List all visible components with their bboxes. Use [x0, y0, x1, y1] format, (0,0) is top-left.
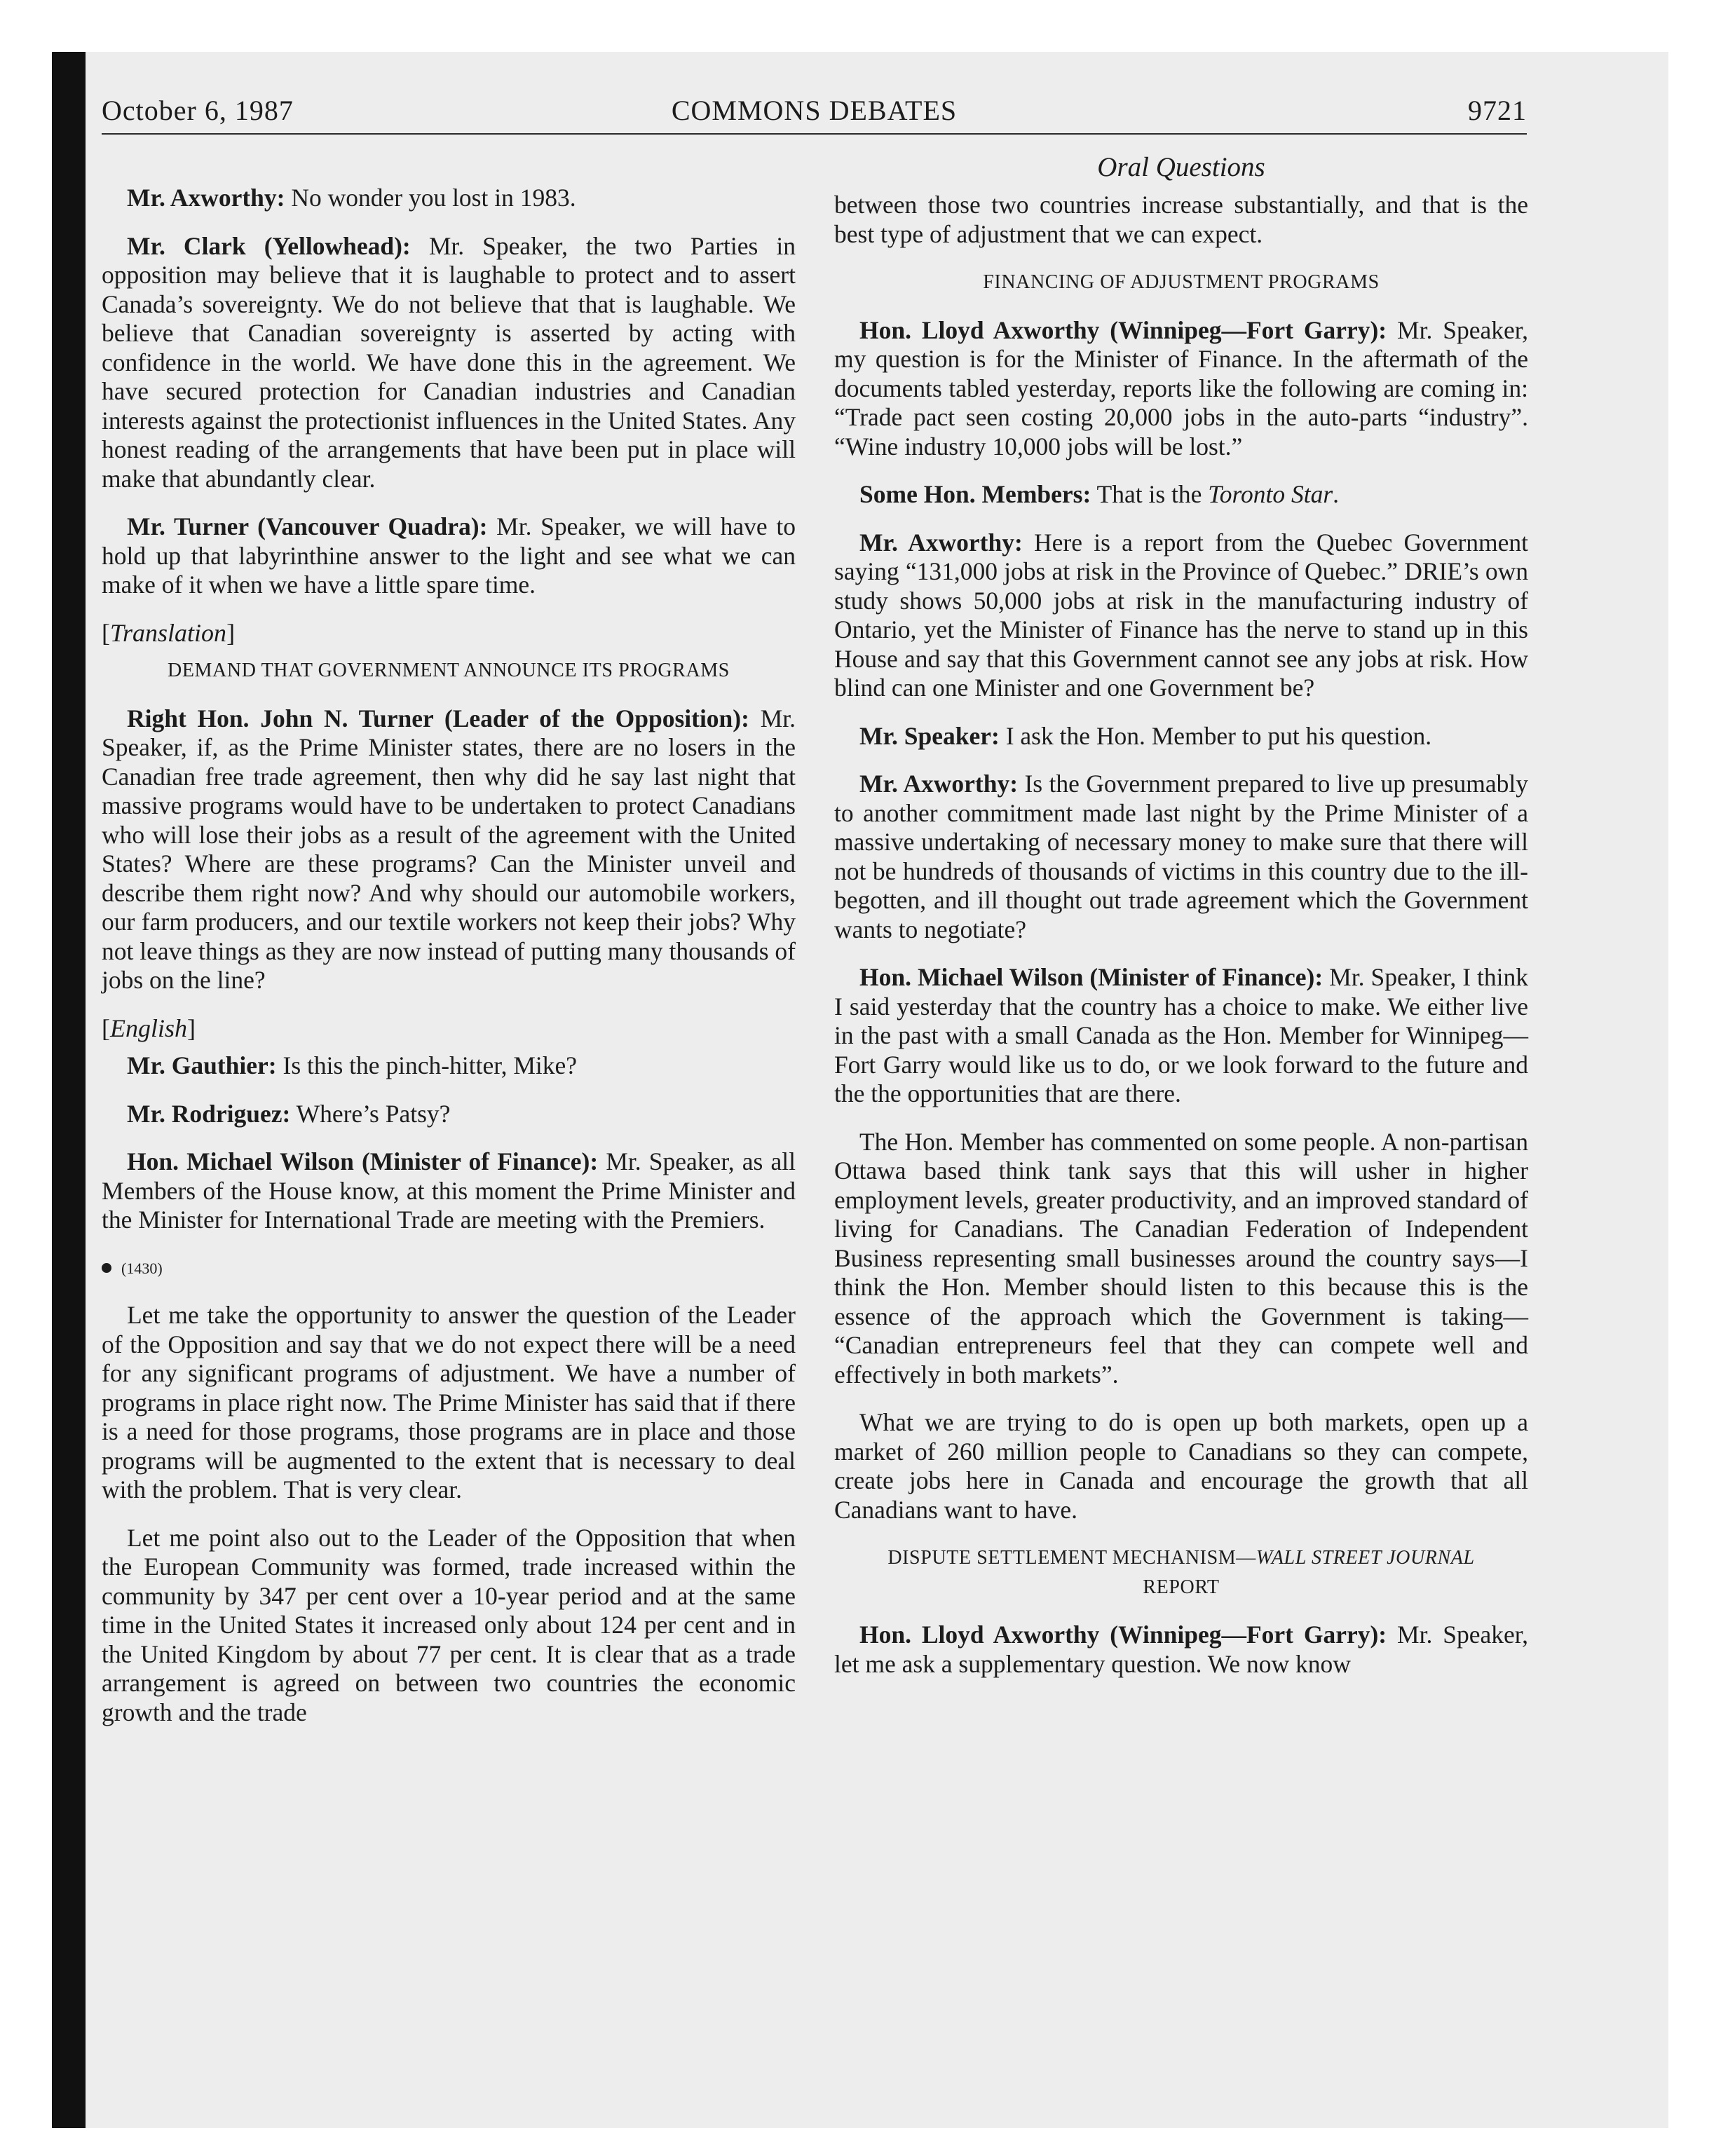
- speaker-name: Hon. Michael Wilson (Minister of Finance):: [859, 963, 1324, 991]
- paragraph: [102, 232, 796, 494]
- paragraph: [834, 1621, 1528, 1679]
- speech-text: Mr. Speaker, we will have to hold up that labyrinthine answer to the light and see what we can make of it when we have a little spare time.: [102, 512, 796, 599]
- running-head: Oral Questions: [1097, 152, 1265, 182]
- speaker-name: Mr. Rodriguez:: [127, 1099, 291, 1128]
- paragraph: [102, 184, 796, 213]
- speech-text: Is this the pinch-hitter, Mike?: [276, 1051, 578, 1079]
- paragraph: [834, 722, 1528, 751]
- speech-text: Is the Government prepared to live up presumably to another commitment made last night by the Prime Minister of a massive undertaking of necessary money to make sure that there will not be hundreds of thousands of victims in this country due to the ill-begotten, and ill thought out trade agreement which the Government wants to negotiate?: [834, 770, 1528, 943]
- header-journal-title: COMMONS DEBATES: [671, 95, 958, 126]
- speaker-name: Mr. Clark (Yellowhead):: [127, 231, 411, 260]
- time-marker: [102, 1254, 796, 1283]
- bullet-icon: [102, 1263, 111, 1273]
- speech-text: Mr. Speaker, my question is for the Minister of Finance. In the aftermath of the documents tabled yesterday, reports like the following are coming in: “Trade pact seen costing 20,000 jobs in the auto-parts “industry”. “Wine industry 10,000 jobs will be lost.”: [834, 315, 1528, 460]
- section-heading: [834, 1543, 1528, 1602]
- page-header: [102, 94, 1527, 135]
- paragraph: [834, 528, 1528, 703]
- scan-edge-shadow: [52, 52, 86, 2128]
- speech-text: Mr. Speaker, I think I said yesterday that the country has a choice to make. We either live in the past with a small Canada as the Hon. Member for Winnipeg—Fort Garry would like us to do, or we look forward to the future and the the opportunities that are there.: [834, 963, 1529, 1107]
- speech-text: Mr. Speaker, if, as the Prime Minister states, there are no losers in the Canadian free trade agreement, then why did he say last night that massive programs would have to be undertaken to protect Canadians who will lose their jobs as a result of the agreement with the United States? Where are these programs? Can the Minister unveil and describe them right now? And why should our automobile workers, our farm producers, and our textile workers not keep their jobs? Why not leave things as they are now instead of putting many thousands of jobs on the line?: [102, 704, 796, 994]
- paragraph: The Hon. Member has commented on some people. A non-partisan Ottawa based think tank says that this will usher in higher employment levels, greater productivity, and an improved standard of living for Canadians. The Canadian Federation of Independent Business representing small businesses around the country says—I think the Hon. Member should listen to this because this is the essence of the approach which the Government is taking— “Canadian entrepreneurs feel that they can compete well and effectively in both markets”.: [834, 1127, 1528, 1389]
- speaker-name: Right Hon. John N. Turner (Leader of the Opposition):: [127, 704, 749, 732]
- heading-newspaper: WALL STREET JOURNAL: [1256, 1547, 1475, 1569]
- speaker-name: Mr. Speaker:: [859, 721, 1000, 750]
- speech-text: Here is a report from the Quebec Government saying “131,000 jobs at risk in the Province of Quebec.” DRIE’s own study shows 50,000 jobs at risk in the manufacturing industry of Ontario, yet the Minister of Finance has the nerve to stand up in this House and say that this Government cannot see any jobs at risk. How blind can one Minister and one Government be?: [834, 528, 1528, 702]
- section-heading: FINANCING OF ADJUSTMENT PROGRAMS: [983, 271, 1380, 293]
- speech-text: No wonder you lost in 1983.: [285, 184, 576, 212]
- speaker-name: Mr. Axworthy:: [859, 770, 1019, 798]
- speaker-name: Mr. Turner (Vancouver Quadra):: [127, 512, 488, 540]
- paragraph: [834, 316, 1528, 462]
- english-label: English: [110, 1014, 188, 1042]
- paragraph: Let me take the opportunity to answer the question of the Leader of the Opposition and say that we do not expect there will be a need for any significant programs of adjustment. We have a number of programs in place right now. The Prime Minister has said that if there is a need for those programs, those programs are in place and those programs will be augmented to the extent that is necessary to deal with the problem. That is very clear.: [102, 1301, 796, 1503]
- translation-marker: [Translation]: [102, 618, 236, 647]
- time-stamp: (1430): [121, 1259, 163, 1277]
- speaker-name: Some Hon. Members:: [859, 480, 1091, 508]
- paragraph: [102, 1100, 796, 1129]
- section-heading: DEMAND THAT GOVERNMENT ANNOUNCE ITS PROGRAMS: [168, 660, 730, 681]
- header-date: October 6, 1987: [102, 95, 294, 126]
- speaker-name: Hon. Michael Wilson (Minister of Finance):: [127, 1147, 599, 1175]
- translation-label: Translation: [110, 618, 227, 647]
- speech-text: Mr. Speaker, as all Members of the House know, at this moment the Prime Minister and the Minister for International Trade are meeting with the Premiers.: [102, 1147, 796, 1234]
- paragraph: Let me point also out to the Leader of the Opposition that when the European Community was formed, trade increased within the community by 347 per cent over a 10-year period and at the same time in the United States it increased only about 124 per cent and in the United Kingdom by about 77 per cent. It is clear that as a trade arrangement is agreed on between two countries the economic growth and the trade: [102, 1523, 796, 1726]
- paragraph: [102, 1147, 796, 1235]
- speaker-name: Hon. Lloyd Axworthy (Winnipeg—Fort Garry):: [859, 1621, 1387, 1649]
- paragraph: [102, 512, 796, 600]
- left-column: [102, 184, 796, 1746]
- header-page-number: 9721: [1468, 95, 1527, 126]
- speech-text: Mr. Speaker, the two Parties in opposition may believe that it is laughable to protect and to assert Canada’s sovereignty. We do not believe that that is laughable. We believe that Canadian sovereignty is asserted by acting with confidence in the world. We have done this in the agreement. We have secured protection for Canadian industries and Canadian interests against the protectionist influences in the United States. Any honest reading of the arrangements that have been put in place will make that abundantly clear.: [102, 231, 796, 493]
- heading-suffix: REPORT: [1143, 1576, 1220, 1598]
- heading-prefix: DISPUTE SETTLEMENT MECHANISM—: [887, 1547, 1256, 1569]
- speaker-name: Hon. Lloyd Axworthy (Winnipeg—Fort Garry):: [859, 315, 1387, 344]
- paragraph: [834, 480, 1528, 510]
- speaker-name: Mr. Axworthy:: [859, 528, 1023, 557]
- speech-text: Where’s Patsy?: [290, 1099, 451, 1128]
- newspaper-name: Toronto Star: [1208, 480, 1333, 508]
- paragraph: [834, 770, 1528, 944]
- paragraph: What we are trying to do is open up both markets, open up a market of 260 million people to Canadians so they can compete, create jobs here in Canada and encourage the growth that all Canadians want to have.: [834, 1408, 1528, 1524]
- speech-text: That is the: [1091, 480, 1209, 508]
- speaker-name: Mr. Gauthier:: [127, 1051, 277, 1079]
- paragraph: [102, 704, 796, 995]
- paragraph-continued: between those two countries increase substantially, and that is the best type of adjustment that we can expect.: [834, 191, 1528, 248]
- speech-text: Mr. Speaker, let me ask a supplementary question. We now know: [834, 1621, 1528, 1678]
- english-marker: [English]: [102, 1014, 196, 1042]
- speaker-name: Mr. Axworthy:: [127, 184, 285, 212]
- speech-text: I ask the Hon. Member to put his question.: [999, 721, 1432, 750]
- right-column: [834, 191, 1528, 1698]
- paragraph: [834, 963, 1528, 1109]
- paragraph: [102, 1051, 796, 1081]
- speech-text-end: .: [1333, 480, 1340, 508]
